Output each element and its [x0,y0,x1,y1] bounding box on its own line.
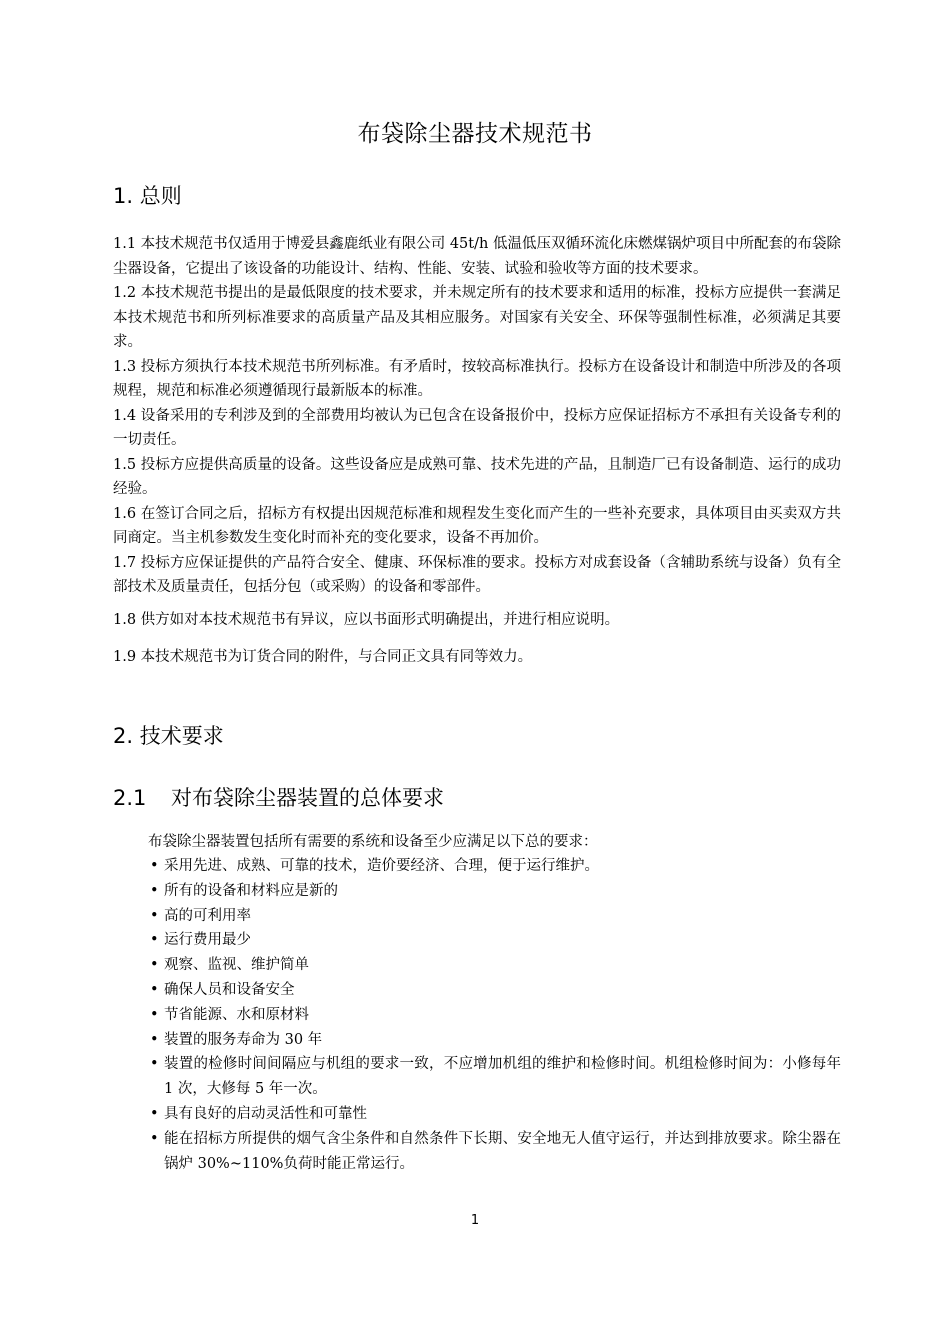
clause-1-4: 1.4 设备采用的专利涉及到的全部费用均被认为已包含在设备报价中，投标方应保证招标方不承担有关设备专利的一切责任。 [113,407,841,448]
list-item: • 所有的设备和材料应是新的 [148,879,841,904]
bullet-icon: • [150,907,159,924]
bullet-icon: • [150,882,159,899]
clause-1-8: 1.8 供方如对本技术规范书有异议，应以书面形式明确提出，并进行相应说明。 [113,611,620,628]
bullet-icon: • [150,1056,159,1073]
section-1-heading: 1. 总则 [113,184,182,208]
bullet-icon: • [150,1006,159,1023]
clause-1-9: 1.9 本技术规范书为订货合同的附件，与合同正文具有同等效力。 [113,649,533,665]
list-item: • 运行费用最少 [148,928,841,953]
subsection-title: 对布袋除尘器装置的总体要求 [171,786,444,810]
bullet-icon: • [150,858,159,874]
list-item: • 能在招标方所提供的烟气含尘条件和自然条件下长期、安全地无人值守运行，并达到排放要求。除尘器在锅炉 30%~110%负荷时能正常运行。 [148,1127,841,1177]
subsection-number: 2.1 [113,786,147,810]
clause-1-7: 1.7 投标方应保证提供的产品符合安全、健康、环保标准的要求。投标方对成套设备（含辅助系统与设备）负有全部技术及质量责任，包括分包（或采购）的设备和零部件。 [113,554,841,595]
bullet-icon: • [150,932,159,949]
clause-1-5: 1.5 投标方应提供高质量的设备。这些设备应是成熟可靠、技术先进的产品，且制造厂已有设备制造、运行的成功经验。 [113,456,841,497]
subsection-2-1-heading [113,782,444,812]
bullet-icon: • [150,1105,159,1122]
bullet-icon: • [150,981,159,998]
list-item: • 确保人员和设备安全 [148,978,841,1003]
bullet-icon: • [150,1031,159,1048]
bullet-icon: • [150,1130,159,1147]
section-1-body [113,232,841,670]
list-item: • 高的可利用率 [148,904,841,929]
clause-1-3: 1.3 投标方须执行本技术规范书所列标准。有矛盾时，按较高标准执行。投标方在设备设计和制造中所涉及的各项规程，规范和标准必须遵循现行最新版本的标准。 [113,358,841,399]
requirements-list [148,854,841,1176]
page-number: 1 [470,1213,480,1228]
clause-1-2: 1.2 本技术规范书提出的是最低限度的技术要求，并未规定所有的技术要求和适用的标准，投标方应提供一套满足本技术规范书和所列标准要求的高质量产品及其相应服务。对国家有关安全、环保等强制性标准，必须满足其要求。 [113,285,841,350]
list-item: • 装置的服务寿命为 30 年 [148,1028,841,1053]
clause-1-6: 1.6 在签订合同之后，招标方有权提出因规范标准和规程发生变化而产生的一些补充要求，具体项目由买卖双方共同商定。当主机参数发生变化时而补充的变化要求，设备不再加价。 [113,505,841,546]
list-item: • 节省能源、水和原材料 [148,1003,841,1028]
list-item: • 观察、监视、维护简单 [148,953,841,978]
list-item: • 采用先进、成熟、可靠的技术，造价要经济、合理，便于运行维护。 [148,854,841,879]
list-item: • 装置的检修时间间隔应与机组的要求一致，不应增加机组的维护和检修时间。机组检修时间为：小修每年 1 次，大修每 5 年一次。 [148,1052,841,1102]
document-title: 布袋除尘器技术规范书 [357,121,593,147]
section-2-heading: 2. 技术要求 [113,724,224,748]
clause-1-1: 1.1 本技术规范书仅适用于博爱县鑫鹿纸业有限公司 45t/h 低温低压双循环流化床燃煤锅炉项目中所配套的布袋除尘器设备，它提出了该设备的功能设计、结构、性能、安装、试验和验收等方面的技术要求。 [113,236,841,277]
requirements-intro: 布袋除尘器装置包括所有需要的系统和设备至少应满足以下总的要求： [148,834,598,850]
list-item: • 具有良好的启动灵活性和可靠性 [148,1102,841,1127]
bullet-icon: • [150,957,159,974]
